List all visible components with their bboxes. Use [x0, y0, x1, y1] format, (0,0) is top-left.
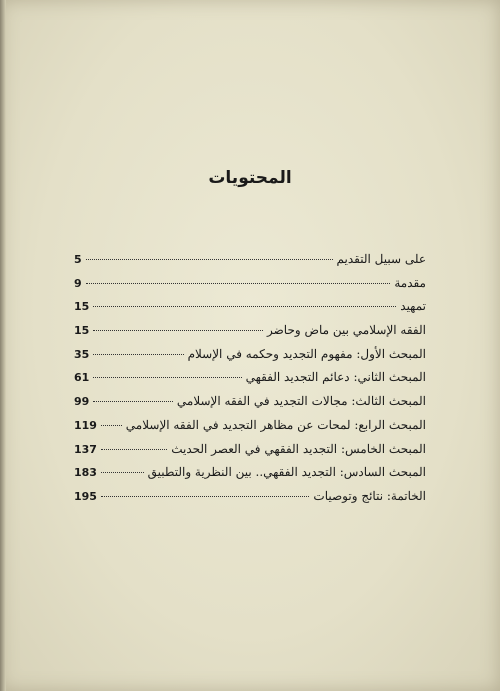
toc-entry-label: الفقه الإسلامي بين ماض وحاضر — [266, 323, 426, 338]
toc-leader-dots — [93, 330, 263, 331]
toc-entry — [74, 299, 426, 323]
toc-leader-dots — [86, 259, 333, 260]
toc-entry-label: المبحث الثاني: دعائم التجديد الفقهي — [245, 370, 426, 385]
toc-entry-page: 183 — [74, 466, 97, 480]
toc-entry-label: المبحث الرابع: لمحات عن مظاهر التجديد في الفقه الإسلامي — [125, 417, 426, 432]
toc-leader-dots — [101, 496, 309, 497]
toc-leader-dots — [93, 354, 183, 355]
toc-leader-dots — [93, 377, 241, 378]
toc-entry-label: الخاتمة: نتائج وتوصيات — [313, 488, 426, 503]
toc-entry-label: المبحث الأول: مفهوم التجديد وحكمه في الإسلام — [187, 346, 426, 361]
toc-entry-label: تمهيد — [400, 299, 426, 314]
toc-entry — [74, 276, 426, 300]
toc-entry — [74, 323, 426, 347]
table-of-contents — [74, 252, 426, 513]
toc-entry-page: 15 — [74, 300, 90, 314]
toc-leader-dots — [101, 425, 122, 426]
toc-entry-label: على سبيل التقديم — [336, 252, 426, 266]
toc-entry-page: 15 — [74, 324, 90, 338]
toc-entry-page: 35 — [74, 347, 90, 361]
toc-entry-label: المبحث الثالث: مجالات التجديد في الفقه الإسلامي — [176, 394, 426, 409]
toc-leader-dots — [86, 283, 391, 284]
toc-entry — [74, 465, 426, 489]
toc-leader-dots — [101, 449, 167, 450]
toc-entry — [74, 252, 426, 276]
toc-entry-page: 119 — [74, 418, 97, 432]
toc-leader-dots — [101, 472, 144, 473]
toc-leader-dots — [93, 401, 173, 402]
toc-leader-dots — [93, 306, 396, 307]
toc-entry-page: 9 — [74, 276, 82, 290]
toc-entry-page: 137 — [74, 442, 97, 456]
toc-entry — [74, 347, 426, 371]
toc-entry-label: مقدمة — [394, 275, 426, 290]
page-binding-edge — [0, 0, 6, 691]
toc-entry-page: 61 — [74, 371, 90, 385]
toc-entry — [74, 418, 426, 442]
toc-entry — [74, 370, 426, 394]
toc-entry-label: المبحث السادس: التجديد الفقهي.. بين النظرية والتطبيق — [147, 465, 426, 480]
toc-entry-page: 99 — [74, 395, 90, 409]
toc-entry-page: 5 — [74, 253, 82, 266]
toc-entry — [74, 489, 426, 513]
toc-entry-page: 195 — [74, 489, 97, 503]
toc-entry-label: المبحث الخامس: التجديد الفقهي في العصر الحديث — [171, 441, 426, 456]
page-title: المحتويات — [208, 168, 292, 188]
toc-entry — [74, 442, 426, 466]
toc-entry — [74, 394, 426, 418]
